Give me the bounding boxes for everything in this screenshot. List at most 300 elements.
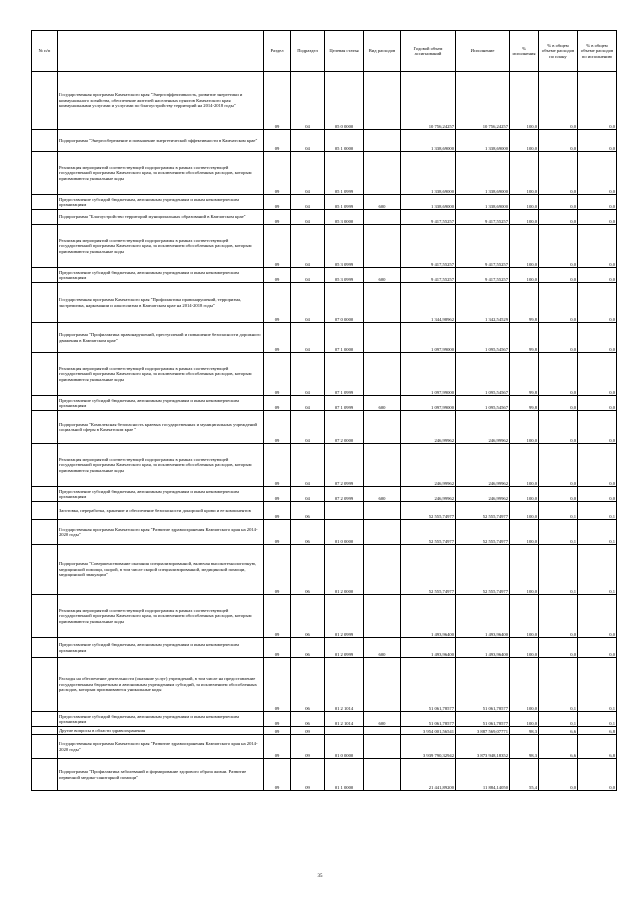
header-share-exec: % в общем объеме расходов по исполнению [578,31,617,72]
cell-pct: 100,0 [510,595,539,638]
cell-name: Реализация мероприятий соответствующей подпрограммы в рамках соответствующей государственной программы Камчатского края, за исключением обособленных расходов, которым присваиваются уникальные коды [58,152,264,195]
cell-plan: 1 097,99000 [401,323,456,353]
cell-exptype [364,411,401,444]
cell-target: 07 2 0999 [325,487,364,502]
cell-pct: 100,0 [510,72,539,130]
cell-share-plan: 0,0 [539,210,578,225]
cell-target: 05 1 0999 [325,195,364,210]
budget-table [31,30,617,791]
cell-plan: 51 061,78577 [401,712,456,727]
cell-pct: 100,0 [510,487,539,502]
cell-pct: 100,0 [510,268,539,283]
cell-section: 09 [264,444,291,487]
cell-share-plan: 0,0 [539,638,578,658]
cell-share-exec: 0,0 [578,396,617,411]
cell-exptype: 600 [364,712,401,727]
cell-share-exec: 0,0 [578,152,617,195]
cell-share-plan: 0,0 [539,152,578,195]
cell-exec: 246,99962 [456,444,510,487]
cell-section: 09 [264,323,291,353]
cell-exptype [364,658,401,712]
cell-exptype [364,225,401,268]
cell-exptype: 600 [364,487,401,502]
cell-plan: 21 441,89200 [401,759,456,791]
cell-share-plan: 0,0 [539,595,578,638]
cell-num [32,759,58,791]
cell-num [32,712,58,727]
cell-exec: 1 095,54567 [456,353,510,396]
cell-exec: 9 417,55257 [456,210,510,225]
cell-exptype [364,283,401,323]
cell-plan: 9 417,55257 [401,225,456,268]
cell-target [325,502,364,520]
cell-subsection: 06 [291,545,325,595]
cell-target: 07 2 0999 [325,444,364,487]
table-row [32,225,617,268]
cell-exptype: 600 [364,268,401,283]
cell-plan: 52 555,74977 [401,545,456,595]
cell-exec: 52 555,74977 [456,502,510,520]
cell-share-exec: 6,8 [578,727,617,735]
cell-share-plan: 0,0 [539,396,578,411]
cell-target: 05 1 0999 [325,152,364,195]
cell-share-plan: 0,1 [539,502,578,520]
cell-plan: 1 493,96400 [401,638,456,658]
cell-share-exec: 0,1 [578,658,617,712]
cell-num [32,210,58,225]
cell-exptype [364,502,401,520]
cell-exec: 10 756,24257 [456,72,510,130]
cell-exptype [364,759,401,791]
cell-plan: 9 417,55257 [401,210,456,225]
cell-section: 09 [264,658,291,712]
cell-subsection: 04 [291,210,325,225]
cell-exec: 9 417,55257 [456,268,510,283]
cell-exptype [364,735,401,759]
header-share-plan: % в общем объеме расходов по плану [539,31,578,72]
cell-num [32,411,58,444]
table-row [32,658,617,712]
cell-pct: 99,8 [510,353,539,396]
cell-share-plan: 6,6 [539,735,578,759]
cell-target: 05 0 0000 [325,72,364,130]
cell-share-plan: 0,0 [539,130,578,152]
cell-plan: 1 493,96400 [401,595,456,638]
cell-subsection: 04 [291,72,325,130]
cell-share-exec: 0,0 [578,195,617,210]
cell-exptype: 600 [364,195,401,210]
cell-pct: 99,8 [510,323,539,353]
cell-share-exec: 0,1 [578,545,617,595]
cell-share-plan: 0,1 [539,520,578,545]
cell-num [32,130,58,152]
cell-num [32,545,58,595]
cell-subsection: 04 [291,130,325,152]
cell-pct: 100,0 [510,712,539,727]
cell-share-exec: 0,0 [578,210,617,225]
cell-name: Предоставление субсидий бюджетным, автономным учреждениям и иным некоммерческим организациям [58,487,264,502]
cell-share-plan: 0,1 [539,712,578,727]
cell-section: 09 [264,712,291,727]
table-row [32,72,617,130]
cell-name: Другие вопросы в области здравоохранения [58,727,264,735]
header-exec: Исполнение [456,31,510,72]
header-exptype: Вид расходов [364,31,401,72]
cell-pct: 100,0 [510,195,539,210]
cell-subsection: 09 [291,735,325,759]
cell-pct: 55,4 [510,759,539,791]
cell-num [32,195,58,210]
cell-pct: 99,8 [510,283,539,323]
cell-pct: 99,8 [510,396,539,411]
cell-plan: 246,99962 [401,444,456,487]
cell-pct: 100,0 [510,638,539,658]
cell-target: 07 0 0000 [325,283,364,323]
table-row [32,396,617,411]
table-row [32,323,617,353]
cell-num [32,72,58,130]
cell-share-plan: 0,1 [539,658,578,712]
header-num: № п/п [32,31,58,72]
cell-pct: 100,0 [510,411,539,444]
cell-subsection: 04 [291,353,325,396]
cell-subsection: 06 [291,638,325,658]
cell-subsection: 04 [291,152,325,195]
cell-num [32,727,58,735]
cell-name: Реализация мероприятий соответствующей подпрограммы в рамках соответствующей государственной программы Камчатского края, за исключением обособленных расходов, которым присваиваются уникальные коды [58,225,264,268]
cell-name: Государственная программа Камчатского края "Энергоэффективность, развитие энергетики и коммунального хозяйства, обеспечение жителей населенных пунктов Камчатского края коммунальными услугами и услугами по благоустройству территорий на 2014-2018 годы" [58,72,264,130]
table-row [32,487,617,502]
cell-pct: 100,0 [510,444,539,487]
cell-exptype [364,130,401,152]
cell-num [32,152,58,195]
cell-share-exec: 0,1 [578,502,617,520]
table-row [32,444,617,487]
header-section: Раздел [264,31,291,72]
cell-section: 09 [264,268,291,283]
cell-plan: 52 555,74977 [401,502,456,520]
cell-section: 09 [264,502,291,520]
cell-name: Подпрограмма "Совершенствование оказания специализированной, включая высокотехнологичную, медицинской помощи, скорой, в том числе скорой специализированной, медицинской помощи, медицинской эвакуации" [58,545,264,595]
table-row [32,735,617,759]
cell-section: 09 [264,195,291,210]
cell-subsection: 04 [291,195,325,210]
cell-name: Предоставление субсидий бюджетным, автономным учреждениям и иным некоммерческим организациям [58,396,264,411]
page-number: 35 [317,874,323,879]
cell-share-plan: 0,0 [539,225,578,268]
cell-section: 09 [264,225,291,268]
table-row [32,520,617,545]
cell-num [32,225,58,268]
cell-target: 07 1 0000 [325,323,364,353]
cell-pct: 100,0 [510,658,539,712]
cell-share-exec: 0,0 [578,353,617,396]
cell-name: Расходы на обеспечение деятельности (оказание услуг) учреждений, в том числе на предоставление государственным бюджетным и автономным учреждениям субсидий, за исключением обособленных расходов, которым присваиваются уникальные коды [58,658,264,712]
cell-num [32,735,58,759]
cell-exec: 1 342,54529 [456,283,510,323]
cell-exec: 3 887 569,07771 [456,727,510,735]
cell-plan: 1 338,69000 [401,195,456,210]
cell-name: Подпрограмма "Профилактика правонарушений, преступлений и повышение безопасности дорожного движения в Камчатском крае" [58,323,264,353]
table-row [32,727,617,735]
cell-subsection: 09 [291,759,325,791]
cell-share-exec: 0,0 [578,323,617,353]
cell-exptype [364,595,401,638]
cell-name: Реализация мероприятий соответствующей подпрограммы в рамках соответствующей государственной программы Камчатского края, за исключением обособленных расходов, которым присваиваются уникальные коды [58,595,264,638]
cell-name: Предоставление субсидий бюджетным, автономным учреждениям и иным некоммерческим организациям [58,268,264,283]
cell-share-exec: 0,0 [578,283,617,323]
cell-name: Предоставление субсидий бюджетным, автономным учреждениям и иным некоммерческим организациям [58,638,264,658]
cell-target: 01 0 0000 [325,520,364,545]
table-row [32,411,617,444]
cell-target: 07 1 0999 [325,396,364,411]
table-row [32,638,617,658]
cell-share-plan: 0,0 [539,759,578,791]
cell-name: Реализация мероприятий соответствующей подпрограммы в рамках соответствующей государственной программы Камчатского края, за исключением обособленных расходов, которым присваиваются уникальные коды [58,444,264,487]
cell-share-exec: 0,1 [578,712,617,727]
table-row [32,545,617,595]
cell-num [32,283,58,323]
cell-num [32,520,58,545]
cell-exptype [364,152,401,195]
cell-pct: 100,0 [510,152,539,195]
cell-exec: 1 338,69000 [456,152,510,195]
cell-subsection: 06 [291,502,325,520]
cell-plan: 1 097,99000 [401,396,456,411]
cell-subsection: 04 [291,283,325,323]
cell-share-plan: 0,0 [539,487,578,502]
cell-name: Предоставление субсидий бюджетным, автономным учреждениям и иным некоммерческим организациям [58,195,264,210]
cell-target: 05 3 0999 [325,225,364,268]
cell-plan: 3 939 790,32942 [401,735,456,759]
cell-section: 09 [264,283,291,323]
cell-num [32,396,58,411]
cell-plan: 3 954 001,56541 [401,727,456,735]
cell-exec: 11 884,14050 [456,759,510,791]
cell-exec: 1 095,54567 [456,323,510,353]
cell-name: Реализация мероприятий соответствующей подпрограммы в рамках соответствующей государственной программы Камчатского края, за исключением обособленных расходов, которым присваиваются уникальные коды [58,353,264,396]
cell-exec: 3 873 948,18352 [456,735,510,759]
cell-name: Государственная программа Камчатского края "Развитие здравоохранения Камчатского края на 2014-2020 годы" [58,735,264,759]
cell-num [32,353,58,396]
cell-exptype [364,210,401,225]
cell-share-plan: 0,0 [539,195,578,210]
cell-exec: 52 555,74977 [456,520,510,545]
cell-exec: 246,99962 [456,487,510,502]
cell-target: 05 1 0000 [325,130,364,152]
cell-num [32,638,58,658]
cell-target: 05 3 0000 [325,210,364,225]
cell-exptype [364,520,401,545]
cell-section: 09 [264,759,291,791]
cell-pct: 100,0 [510,225,539,268]
cell-target: 01 2 0000 [325,545,364,595]
cell-section: 09 [264,638,291,658]
cell-subsection: 09 [291,727,325,735]
cell-num [32,595,58,638]
cell-subsection: 04 [291,444,325,487]
cell-share-plan: 0,0 [539,323,578,353]
cell-target [325,727,364,735]
cell-name: Подпрограмма "Благоустройство территорий муниципальных образований в Камчатском крае" [58,210,264,225]
cell-num [32,502,58,520]
cell-plan: 1 338,69000 [401,152,456,195]
cell-share-exec: 0,0 [578,638,617,658]
cell-exec: 1 338,69000 [456,195,510,210]
cell-target: 01 2 0999 [325,595,364,638]
header-name [58,31,264,72]
table-row [32,268,617,283]
cell-subsection: 06 [291,595,325,638]
cell-num [32,658,58,712]
header-subsection: Подраздел [291,31,325,72]
cell-num [32,444,58,487]
cell-subsection: 06 [291,712,325,727]
cell-section: 09 [264,487,291,502]
table-body [32,72,617,791]
table-row [32,502,617,520]
table-row [32,595,617,638]
cell-plan: 1 097,99000 [401,353,456,396]
cell-name: Заготовка, переработка, хранение и обеспечение безопасности донорской крови и ее компонентов [58,502,264,520]
cell-num [32,487,58,502]
cell-share-exec: 0,0 [578,72,617,130]
cell-exptype [364,353,401,396]
cell-target: 01 0 0000 [325,735,364,759]
cell-plan: 246,99962 [401,411,456,444]
cell-plan: 10 756,24257 [401,72,456,130]
cell-plan: 1 344,98962 [401,283,456,323]
cell-subsection: 04 [291,323,325,353]
cell-section: 09 [264,72,291,130]
cell-name: Предоставление субсидий бюджетным, автономным учреждениям и иным некоммерческим организациям [58,712,264,727]
cell-section: 09 [264,727,291,735]
header-plan: Годовой объем ассигнований [401,31,456,72]
cell-exptype [364,727,401,735]
cell-share-plan: 6,6 [539,727,578,735]
table-row [32,283,617,323]
cell-share-exec: 0,0 [578,595,617,638]
cell-exptype [364,545,401,595]
cell-exptype: 600 [364,396,401,411]
cell-share-exec: 0,0 [578,225,617,268]
cell-subsection: 04 [291,487,325,502]
cell-name: Государственная программа Камчатского края "Профилактика правонарушений, терроризма, экстремизма, наркомании и алкоголизма в Камчатском крае на 2014-2018 годы" [58,283,264,323]
table-row [32,759,617,791]
header-pct: % исполнения [510,31,539,72]
table-row [32,195,617,210]
cell-exec: 51 061,78577 [456,712,510,727]
cell-share-plan: 0,0 [539,283,578,323]
cell-plan: 246,99962 [401,487,456,502]
document-sheet [31,30,616,791]
cell-plan: 52 555,74977 [401,520,456,545]
cell-subsection: 06 [291,658,325,712]
cell-name: Подпрограмма "Энергосбережение и повышение энергетической эффективности в Камчатском крае" [58,130,264,152]
cell-plan: 51 061,78577 [401,658,456,712]
cell-exptype [364,323,401,353]
cell-exec: 52 555,74977 [456,545,510,595]
table-row [32,353,617,396]
cell-section: 09 [264,353,291,396]
cell-share-exec: 0,0 [578,130,617,152]
cell-target: 01 2 1014 [325,712,364,727]
cell-exec: 246,99962 [456,411,510,444]
cell-share-exec: 0,0 [578,487,617,502]
cell-share-exec: 0,1 [578,520,617,545]
cell-section: 09 [264,595,291,638]
cell-section: 09 [264,411,291,444]
cell-section: 09 [264,735,291,759]
cell-pct: 100,0 [510,545,539,595]
cell-pct: 100,0 [510,520,539,545]
cell-exec: 51 061,78577 [456,658,510,712]
cell-num [32,323,58,353]
cell-share-exec: 0,0 [578,759,617,791]
header-target: Целевая статья [325,31,364,72]
cell-num [32,268,58,283]
cell-exec: 1 493,96400 [456,595,510,638]
cell-share-exec: 0,0 [578,444,617,487]
cell-pct: 100,0 [510,130,539,152]
cell-section: 09 [264,545,291,595]
cell-share-plan: 0,0 [539,411,578,444]
cell-share-plan: 0,0 [539,268,578,283]
table-header-row [32,31,617,72]
cell-share-plan: 0,0 [539,444,578,487]
cell-pct: 100,0 [510,502,539,520]
table-row [32,210,617,225]
cell-exec: 1 338,69000 [456,130,510,152]
cell-target: 01 2 1014 [325,658,364,712]
cell-exec: 9 417,55257 [456,225,510,268]
cell-exptype: 600 [364,638,401,658]
cell-share-exec: 0,0 [578,411,617,444]
cell-subsection: 04 [291,225,325,268]
cell-target: 05 3 0999 [325,268,364,283]
cell-plan: 1 338,69000 [401,130,456,152]
cell-pct: 98,3 [510,727,539,735]
cell-subsection: 04 [291,268,325,283]
cell-subsection: 06 [291,520,325,545]
cell-share-exec: 0,0 [578,268,617,283]
cell-pct: 100,0 [510,210,539,225]
cell-target: 07 2 0000 [325,411,364,444]
cell-section: 09 [264,130,291,152]
table-row [32,130,617,152]
cell-target: 01 1 0000 [325,759,364,791]
cell-name: Подпрограмма "Профилактика заболеваний и формирование здорового образа жизни. Развитие первичной медико-санитарной помощи" [58,759,264,791]
cell-name: Государственная программа Камчатского края "Развитие здравоохранения Камчатского края на 2014-2020 годы" [58,520,264,545]
cell-share-plan: 0,1 [539,545,578,595]
cell-section: 09 [264,210,291,225]
cell-exptype [364,72,401,130]
cell-share-plan: 0,0 [539,72,578,130]
cell-subsection: 04 [291,396,325,411]
cell-target: 07 1 0999 [325,353,364,396]
cell-exec: 1 095,54567 [456,396,510,411]
cell-section: 09 [264,152,291,195]
cell-exptype [364,444,401,487]
cell-section: 09 [264,396,291,411]
cell-target: 01 2 0999 [325,638,364,658]
cell-share-plan: 0,0 [539,353,578,396]
cell-exec: 1 493,96400 [456,638,510,658]
cell-plan: 9 417,55257 [401,268,456,283]
cell-section: 09 [264,520,291,545]
cell-name: Подпрограмма "Комплексная безопасность краевых государственных и муниципальных учреждений социальной сферы в Камчатском крае " [58,411,264,444]
table-row [32,712,617,727]
